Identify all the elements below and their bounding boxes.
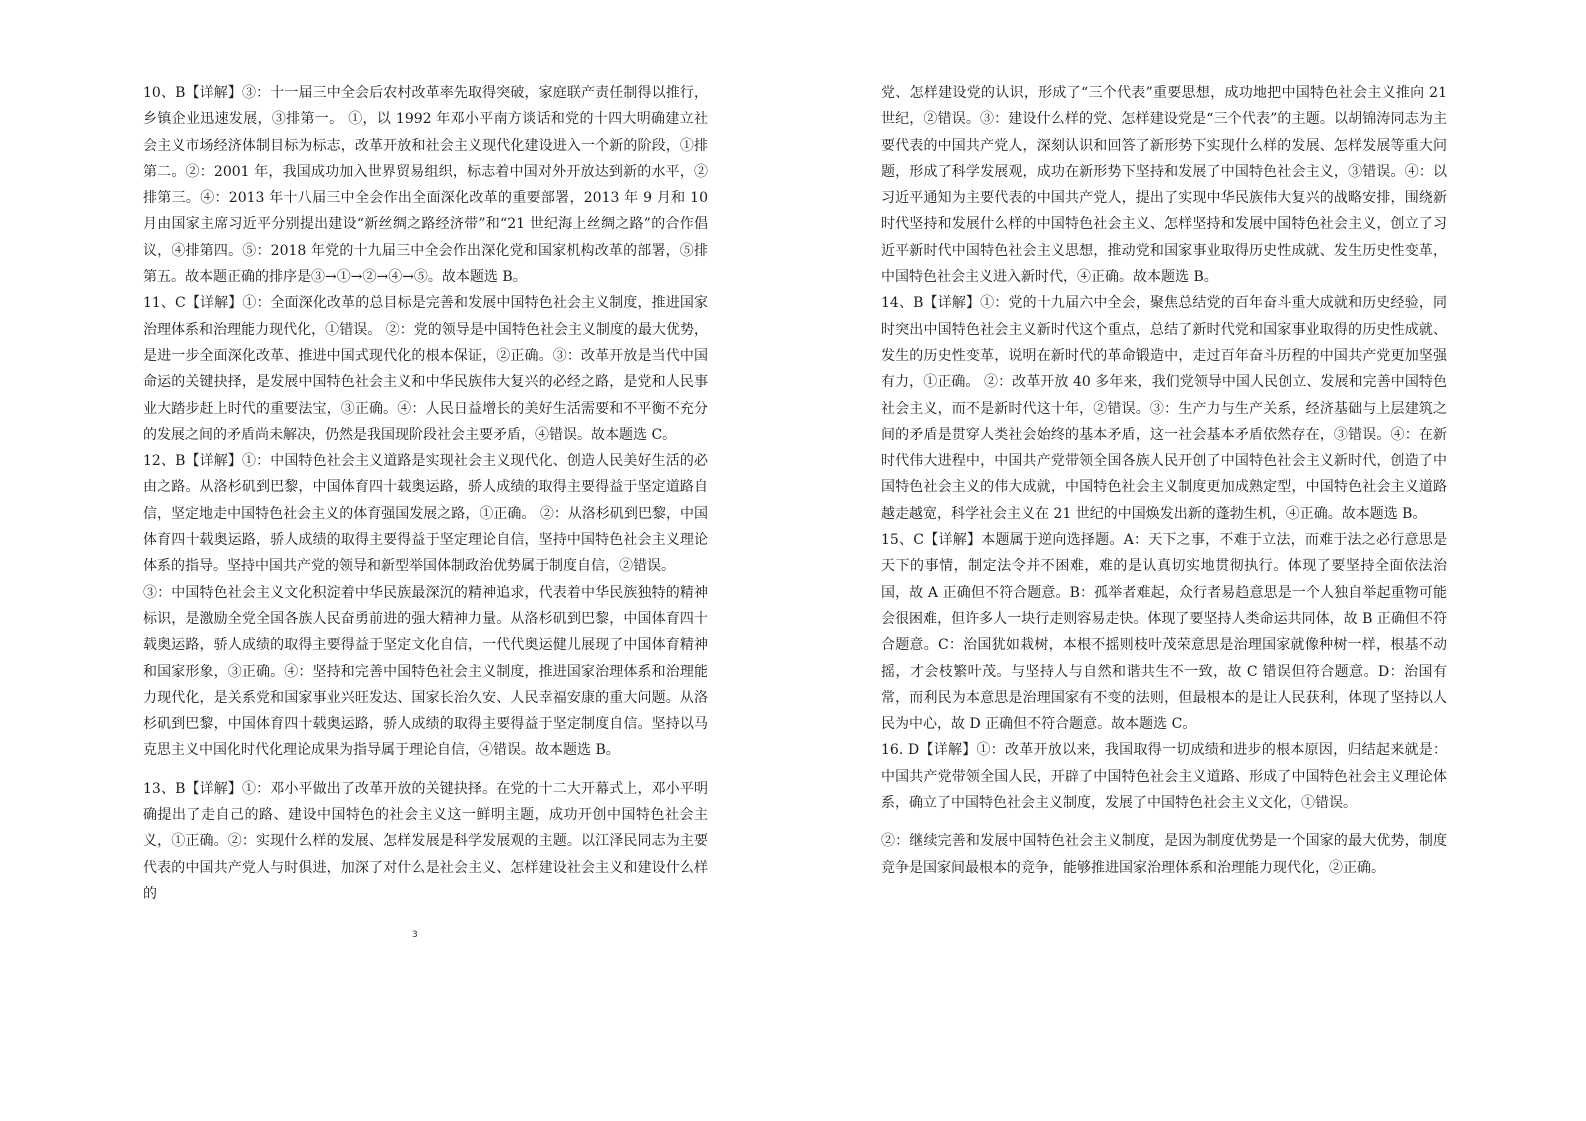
answer-14-explanation: 14、B【详解】①：党的十九届六中全会，聚焦总结党的百年奋斗重大成就和历史经验，同时突出中国特色社会主义新时代这个重点，总结了新时代党和国家事业取得的历史性成就、发生的历史性变革，说明在新时代的革命锻造中，走过百年奋斗历程的中国共产党更加坚强有力，①正确。 ②：改革开放 40 多年来，我们党领导中国人民创立、发展和完善中国特色社会主义，而不是新时代这十年，②错误。③：生产力与生产关系，经济基础与上层建筑之间的矛盾是贯穿人类社会始终的基本矛盾，这一社会基本矛盾依然存在，③错误。④：在新时代伟大进程中，中国共产党带领全国各族人民开创了中国特色社会主义新时代，创造了中国特色社会主义的伟大成就，中国特色社会主义制度更加成熟定型，中国特色社会主义道路越走越宽，科学社会主义在 21 世纪的中国焕发出新的蓬勃生机，④正确。故本题选 B。	[881, 295, 1447, 522]
left-column	[143, 80, 708, 907]
answer-16-explanation-continued: ②：继续完善和发展中国特色社会主义制度，是因为制度优势是一个国家的最大优势，制度竞争是国家间最根本的竞争，能够推进国家治理体系和治理能力现代化，②正确。	[881, 833, 1447, 876]
answer-12-explanation-continued: ③：中国特色社会主义文化积淀着中华民族最深沉的精神追求，代表着中华民族独特的精神标识，是激励全党全国各族人民奋勇前进的强大精神力量。从洛杉矶到巴黎，中国体育四十载奥运路，骄人成绩的取得主要得益于坚定文化自信，一代代奥运健儿展现了中国体育精神和国家形象，③正确。④：坚持和完善中国特色社会主义制度，推进国家治理体系和治理能力现代化，是关系党和国家事业兴旺发达、国家长治久安、人民幸福安康的重大问题。从洛杉矶到巴黎，中国体育四十载奥运路，骄人成绩的取得主要得益于坚定制度自信。坚持以马克思主义中国化时代化理论成果为指导属于理论自信，④错误。故本题选 B。	[143, 584, 708, 759]
answer-15-explanation: 15、C【详解】本题属于逆向选择题。A：天下之事，不难于立法，而难于法之必行意思是天下的事情，制定法令并不困难，难的是认真切实地贯彻执行。体现了要坚持全面依法治国，故 A 正确但不符合题意。B：孤举者难起，众行者易趋意思是一个人独自举起重物可能会很困难，但许多人一块行走则容易走快。体现了要坚持人类命运共同体，故 B 正确但不符合题意。C：治国犹如栽树，本根不摇则枝叶茂荣意思是治理国家就像种树一样，根基不动摇，才会枝繁叶茂。与坚持人与自然和谐共生不一致，故 C 错误但符合题意。D：治国有常，而利民为本意思是治理国家有不变的法则，但最根本的是让人民获利，体现了坚持以人民为中心，故 D 正确但不符合题意。故本题选 C。	[881, 532, 1447, 733]
page-number: 3	[412, 930, 418, 940]
answer-12-explanation: 12、B【详解】①：中国特色社会主义道路是实现社会主义现代化、创造人民美好生活的必由之路。从洛杉矶到巴黎，中国体育四十载奥运路，骄人成绩的取得主要得益于坚定道路自信，坚定地走中国特色社会主义的体育强国发展之路，①正确。 ②：从洛杉矶到巴黎，中国体育四十载奥运路，骄人成绩的取得主要得益于坚定理论自信，坚持中国特色社会主义理论体系的指导。坚持中国共产党的领导和新型举国体制政治优势属于制度自信，②错误。	[143, 453, 708, 575]
answer-16-explanation: 16. D【详解】①：改革开放以来，我国取得一切成绩和进步的根本原因，归结起来就是：中国共产党带领全国人民，开辟了中国特色社会主义道路、形成了中国特色社会主义理论体系，确立了中国特色社会主义制度，发展了中国特色社会主义文化，①错误。	[881, 742, 1447, 812]
answer-13-explanation: 13、B【详解】①：邓小平做出了改革开放的关键抉择。在党的十二大开幕式上，邓小平明确提出了走自己的路、建设中国特色的社会主义这一鲜明主题，成功开创中国特色社会主义，①正确。②：实现什么样的发展、怎样发展是科学发展观的主题。以江泽民同志为主要代表的中国共产党人与时俱进，加深了对什么是社会主义、怎样建设社会主义和建设什么样的	[143, 780, 708, 902]
answer-11-explanation: 11、C【详解】①：全面深化改革的总目标是完善和发展中国特色社会主义制度，推进国家治理体系和治理能力现代化，①错误。 ②：党的领导是中国特色社会主义制度的最大优势，是进一步全面深化改革、推进中国式现代化的根本保证，②正确。③：改革开放是当代中国命运的关键抉择，是发展中国特色社会主义和中华民族伟大复兴的必经之路，是党和人民事业大踏步赶上时代的重要法宝，③正确。④：人民日益增长的美好生活需要和不平衡不充分的发展之间的矛盾尚未解决，仍然是我国现阶段社会主要矛盾，④错误。故本题选 C。	[143, 295, 708, 443]
answer-10-explanation: 10、B【详解】③：十一届三中全会后农村改革率先取得突破，家庭联产责任制得以推行，乡镇企业迅速发展，③排第一。 ①，以 1992 年邓小平南方谈话和党的十四大明确建立社会主义市场经济体制目标为标志，改革开放和社会主义现代化建设进入一个新的阶段，①排第二。②：2001 年，我国成功加入世界贸易组织，标志着中国对外开放达到新的水平，②排第三。④：2013 年十八届三中全会作出全面深化改革的重要部署，2013 年 9 月和 10 月由国家主席习近平分别提出建设“新丝绸之路经济带”和“21 世纪海上丝绸之路”的合作倡议，④排第四。⑤：2018 年党的十九届三中全会作出深化党和国家机构改革的部署，⑤排第五。故本题正确的排序是③→①→②→④→⑤。故本题选 B。	[143, 85, 708, 286]
right-column	[881, 80, 1447, 881]
answer-13-explanation-continued: 党、怎样建设党的认识，形成了“三个代表”重要思想，成功地把中国特色社会主义推向 21 世纪，②错误。③：建设什么样的党、怎样建设党是“三个代表”的主题。以胡锦涛同志为主要代表的中国共产党人，深刻认识和回答了新形势下实现什么样的发展、怎样发展等重大问题，形成了科学发展观，成功在新形势下坚持和发展了中国特色社会主义，③错误。④：以习近平通知为主要代表的中国共产党人，提出了实现中华民族伟大复兴的战略安排，围绕新时代坚持和发展什么样的中国特色社会主义、怎样坚持和发展中国特色社会主义，创立了习近平新时代中国特色社会主义思想，推动党和国家事业取得历史性成就、发生历史性变革，中国特色社会主义进入新时代，④正确。故本题选 B。	[881, 85, 1447, 286]
